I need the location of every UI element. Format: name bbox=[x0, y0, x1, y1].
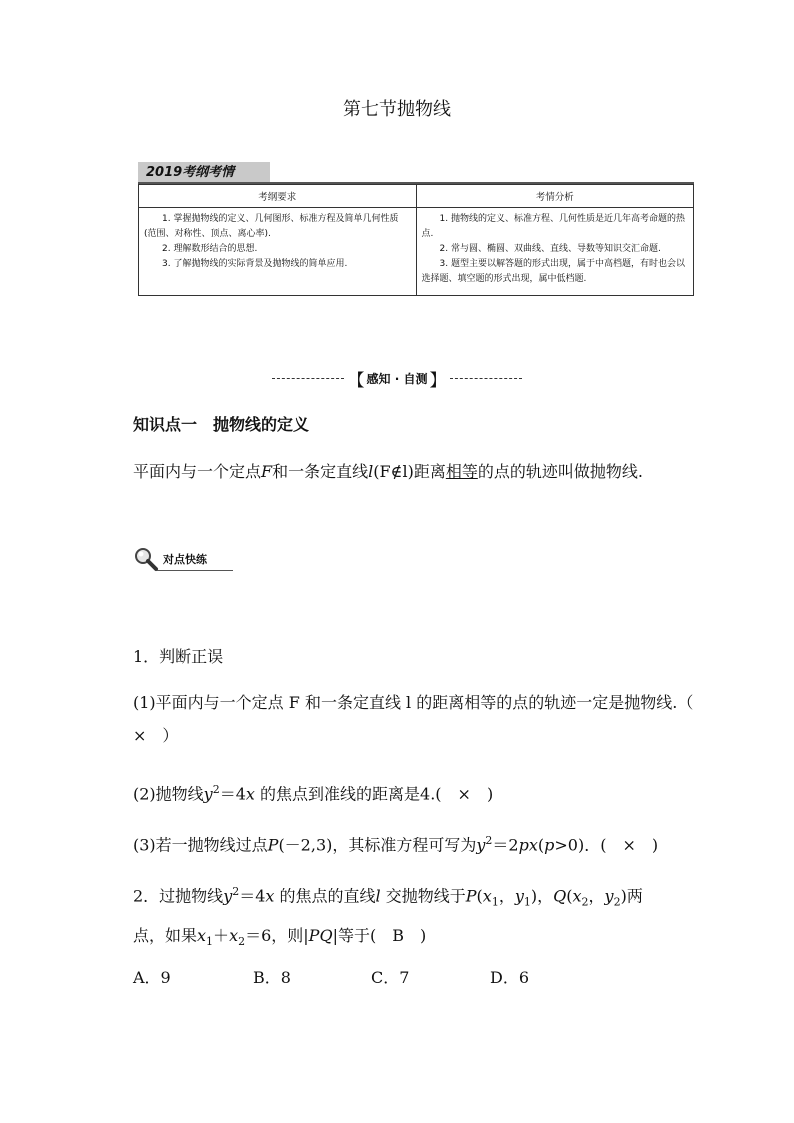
definition-paragraph bbox=[133, 455, 703, 488]
var: y bbox=[476, 835, 486, 855]
q1-heading: 1．判断正误 bbox=[133, 647, 224, 666]
text: (－2,3)，其标准方程可写为 bbox=[278, 835, 477, 855]
var: PQ bbox=[308, 925, 333, 945]
text: ＝4 bbox=[219, 784, 246, 804]
quick-practice-text: 对点快练 bbox=[163, 553, 207, 566]
text: 点，如果 bbox=[133, 925, 198, 945]
text: (3)若一抛物线过点 bbox=[133, 835, 268, 855]
text: >0)．( × ) bbox=[554, 835, 659, 855]
bracket-left-icon: 【 bbox=[347, 371, 365, 391]
text: ( bbox=[537, 835, 545, 855]
text: ＝6，则| bbox=[245, 925, 309, 945]
text: ( bbox=[566, 886, 573, 906]
def-text: 和一条定直线 bbox=[272, 462, 369, 481]
text: 2．过抛物线 bbox=[133, 886, 224, 906]
option-c[interactable]: C．7 bbox=[371, 968, 410, 987]
magnifier-icon bbox=[133, 546, 159, 572]
knowledge-point-heading: 知识点一 抛物线的定义 bbox=[133, 415, 310, 434]
text: 的焦点到准线的距离是4.( × ) bbox=[254, 784, 494, 804]
var: x bbox=[265, 886, 275, 906]
q1-statement-3 bbox=[133, 824, 703, 861]
subscript: 1 bbox=[206, 934, 214, 948]
text: 交抛物线于 bbox=[380, 886, 466, 906]
subscript: 1 bbox=[523, 895, 531, 909]
def-var-l: l bbox=[368, 462, 374, 481]
q1-statement-2 bbox=[133, 773, 703, 810]
analysis-item: 3. 题型主要以解答题的形式出现，属于中高档题，有时也会以选择题、填空题的形式出现，属中低档题. bbox=[421, 259, 685, 284]
banner-dash-right bbox=[450, 378, 522, 379]
requirements-cell bbox=[139, 208, 417, 296]
page-title: 第七节抛物线 bbox=[343, 99, 451, 120]
var: x bbox=[197, 925, 207, 945]
var: y bbox=[203, 784, 213, 804]
subscript: 2 bbox=[238, 934, 246, 948]
var: x bbox=[572, 886, 582, 906]
def-condition: (F∉l) bbox=[373, 462, 414, 481]
var: x bbox=[229, 925, 239, 945]
analysis-item: 1. 抛物线的定义、标准方程、几何性质是近几年高考命题的热点. bbox=[421, 214, 685, 239]
option-a[interactable]: A．9 bbox=[133, 968, 171, 987]
var: P bbox=[267, 835, 279, 855]
option-d[interactable]: D．6 bbox=[490, 968, 530, 987]
banner-text: 感知 · 自测 bbox=[366, 372, 428, 386]
bracket-right-icon: 】 bbox=[429, 371, 447, 391]
exam-outline-tab: 2019考纲考情 bbox=[138, 162, 270, 183]
exponent: 2 bbox=[232, 885, 240, 898]
col-analysis-header: 考情分析 bbox=[416, 185, 694, 208]
banner-dash-left bbox=[272, 378, 344, 379]
q1-statement-1: (1)平面内与一个定点 F 和一条定直线 l 的距离相等的点的轨迹一定是抛物线.（ × ） bbox=[133, 693, 710, 745]
requirement-item: 1. 掌握抛物线的定义、几何图形、标准方程及简单几何性质(范围、对称性、顶点、离心率). bbox=[144, 214, 399, 239]
exponent: 2 bbox=[212, 783, 220, 796]
subscript: 1 bbox=[491, 895, 499, 909]
var: l bbox=[375, 886, 381, 906]
text: ＋ bbox=[213, 925, 230, 945]
subscript: 2 bbox=[613, 895, 621, 909]
def-text: 平面内与一个定点 bbox=[133, 462, 262, 481]
text: ( bbox=[476, 886, 483, 906]
text: ＝2 bbox=[492, 835, 519, 855]
q2-stem bbox=[133, 875, 703, 958]
var: x bbox=[245, 784, 255, 804]
requirement-item: 2. 理解数形结合的思想. bbox=[162, 244, 258, 254]
analysis-item: 2. 常与圆、椭圆、双曲线、直线、导数等知识交汇命题. bbox=[439, 244, 661, 254]
def-text: 距离 bbox=[413, 462, 446, 481]
text: ＝4 bbox=[239, 886, 266, 906]
var: Q bbox=[553, 886, 567, 906]
section-banner bbox=[0, 366, 794, 391]
text: )， bbox=[530, 886, 554, 906]
analysis-cell bbox=[416, 208, 694, 296]
requirement-item: 3. 了解抛物线的实际背景及抛物线的简单应用. bbox=[162, 259, 348, 269]
option-b[interactable]: B．8 bbox=[253, 968, 291, 987]
text: |等于( B ) bbox=[332, 925, 427, 945]
exam-outline-table bbox=[138, 184, 694, 296]
var: y bbox=[604, 886, 614, 906]
var: px bbox=[518, 835, 538, 855]
col-requirements-header: 考纲要求 bbox=[139, 185, 417, 208]
subscript: 2 bbox=[581, 895, 589, 909]
text: ， bbox=[588, 886, 605, 906]
text: (2)抛物线 bbox=[133, 784, 204, 804]
var: y bbox=[514, 886, 524, 906]
text: )两 bbox=[620, 886, 643, 906]
def-underlined-term: 相等 bbox=[445, 462, 478, 481]
var: y bbox=[223, 886, 233, 906]
quick-practice-label bbox=[133, 546, 207, 576]
text: 的焦点的直线 bbox=[274, 886, 376, 906]
exponent: 2 bbox=[485, 834, 493, 847]
text: ， bbox=[498, 886, 515, 906]
def-var-f: F bbox=[261, 462, 273, 481]
var: p bbox=[544, 835, 555, 855]
quick-practice-underline bbox=[157, 570, 233, 571]
var: P bbox=[465, 886, 477, 906]
var: x bbox=[482, 886, 492, 906]
def-text: 的点的轨迹叫做抛物线. bbox=[477, 462, 643, 481]
